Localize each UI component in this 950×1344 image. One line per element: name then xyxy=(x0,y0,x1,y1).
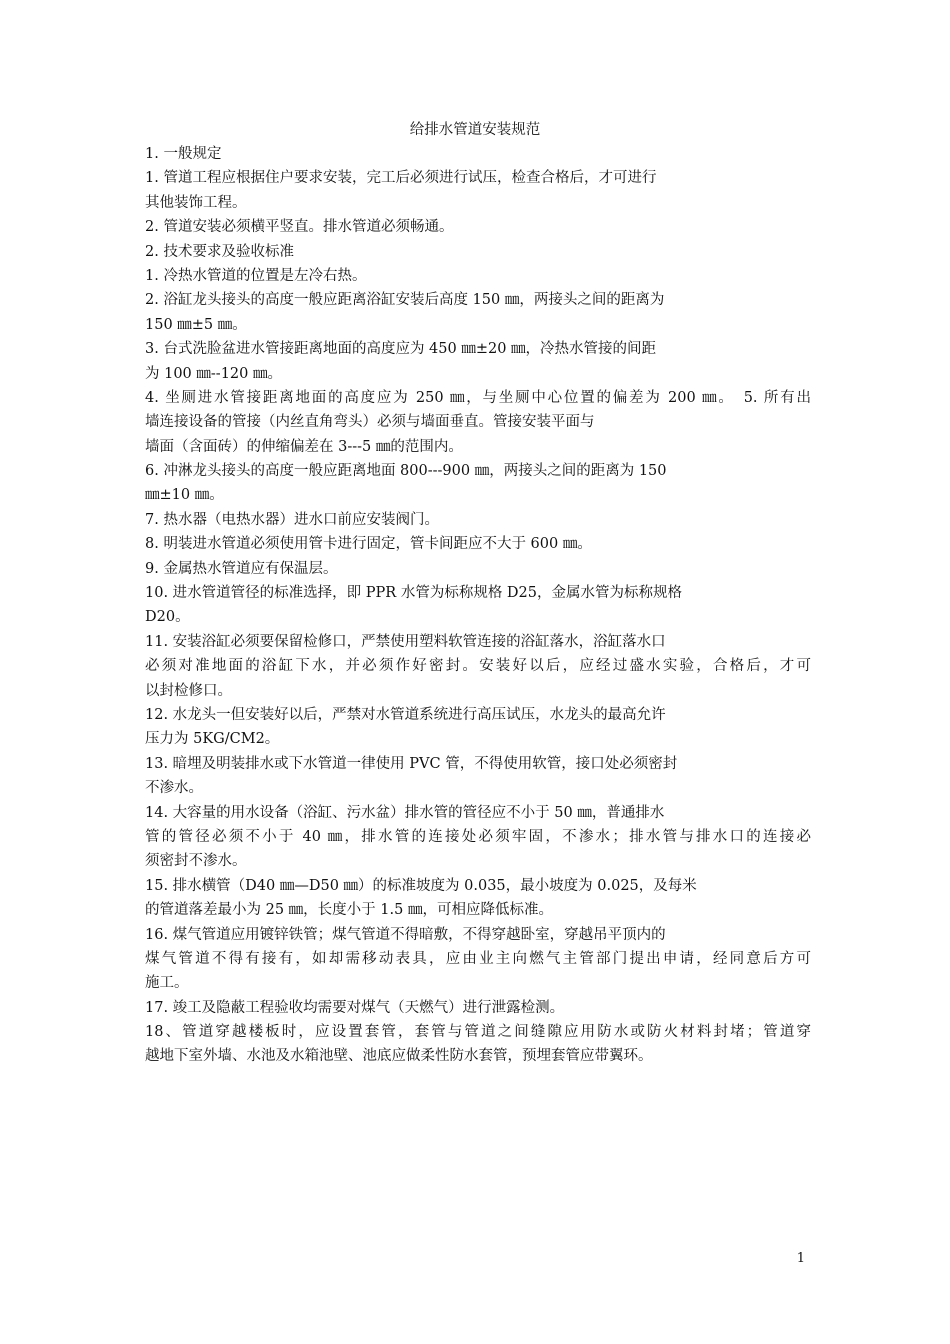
text-line: 11. 安装浴缸必须要保留检修口，严禁使用塑料软管连接的浴缸落水，浴缸落水口 xyxy=(145,633,666,650)
text-line: 煤气管道不得有接有，如却需移动表具，应由业主向燃气主管部门提出申请，经同意后方可 xyxy=(145,950,811,967)
text-line: 施工。 xyxy=(145,975,189,992)
text-line: 14. 大容量的用水设备（浴缸、污水盆）排水管的管径应不小于 50 ㎜，普通排水 xyxy=(145,804,665,821)
document-title: 给排水管道安装规范 xyxy=(409,122,541,138)
text-line: 2. 浴缸龙头接头的高度一般应距离浴缸安装后高度 150 ㎜，两接头之间的距离为 xyxy=(145,292,665,309)
text-line: 15. 排水横管（D40 ㎜—D50 ㎜）的标准坡度为 0.035，最小坡度为 0.025，及每米 xyxy=(145,877,697,894)
page-number: 1 xyxy=(796,1251,805,1266)
text-line: 7. 热水器（电热水器）进水口前应安装阀门。 xyxy=(145,511,439,528)
text-line: ㎜±10 ㎜。 xyxy=(145,487,224,504)
text-line: 须密封不渗水。 xyxy=(145,853,247,870)
text-line: 2. 技术要求及验收标准 xyxy=(145,243,294,260)
text-line: 的管道落差最小为 25 ㎜，长度小于 1.5 ㎜，可相应降低标准。 xyxy=(145,902,553,919)
text-line: 10. 进水管道管径的标准选择，即 PPR 水管为标称规格 D25，金属水管为标称规格 xyxy=(145,585,682,602)
text-line: 1. 一般规定 xyxy=(145,146,222,162)
text-line: 为 100 ㎜--120 ㎜。 xyxy=(145,365,282,382)
text-line: 管的管径必须不小于 40 ㎜，排水管的连接处必须牢固，不渗水；排水管与排水口的连接必 xyxy=(145,828,811,845)
text-line: 1. 管道工程应根据住户要求安装，完工后必须进行试压，检查合格后，才可进行 xyxy=(145,170,657,187)
text-line: 压力为 5KG/CM2。 xyxy=(145,731,280,748)
text-line: 3. 台式洗脸盆进水管接距离地面的高度应为 450 ㎜±20 ㎜，冷热水管接的间距 xyxy=(145,341,657,358)
text-line: 18、管道穿越楼板时，应设置套管，套管与管道之间缝隙应用防水或防火材料封堵；管道穿 xyxy=(145,1024,811,1041)
text-line: 4. 坐厕进水管接距离地面的高度应为 250 ㎜，与坐厕中心位置的偏差为 200 ㎜。 5. 所有出 xyxy=(145,389,811,406)
text-line: 墙连接设备的管接（内丝直角弯头）必须与墙面垂直。管接安装平面与 xyxy=(145,414,595,431)
text-line: 8. 明装进水管道必须使用管卡进行固定，管卡间距应不大于 600 ㎜。 xyxy=(145,536,592,553)
text-line: 其他装饰工程。 xyxy=(145,194,247,211)
text-line: 1. 冷热水管道的位置是左冷右热。 xyxy=(145,267,367,284)
text-line: 必须对准地面的浴缸下水，并必须作好密封。安装好以后，应经过盛水实验，合格后，才可 xyxy=(145,658,811,675)
text-line: 墙面（含面砖）的伸缩偏差在 3---5 ㎜的范围内。 xyxy=(145,438,463,455)
text-line: 越地下室外墙、水池及水箱池壁、池底应做柔性防水套管，预埋套管应带翼环。 xyxy=(145,1048,653,1065)
text-line: 16. 煤气管道应用镀锌铁管；煤气管道不得暗敷，不得穿越卧室，穿越吊平顶内的 xyxy=(145,926,666,943)
text-line: 2. 管道安装必须横平竖直。排水管道必须畅通。 xyxy=(145,219,454,236)
text-line: 6. 冲淋龙头接头的高度一般应距离地面 800---900 ㎜，两接头之间的距离为 150 xyxy=(145,463,667,480)
text-line: 不渗水。 xyxy=(145,780,203,797)
text-line: 9. 金属热水管道应有保温层。 xyxy=(145,560,338,577)
text-line: 以封检修口。 xyxy=(145,682,232,699)
document-body xyxy=(145,142,811,1069)
text-line: 12. 水龙头一但安装好以后，严禁对水管道系统进行高压试压，水龙头的最高允许 xyxy=(145,706,666,723)
text-line: 17. 竣工及隐蔽工程验收均需要对煤气（天燃气）进行泄露检测。 xyxy=(145,999,565,1016)
text-line: 150 ㎜±5 ㎜。 xyxy=(145,316,247,333)
text-line: D20。 xyxy=(145,609,190,626)
text-line: 13. 暗埋及明装排水或下水管道一律使用 PVC 管，不得使用软管，接口处必须密封 xyxy=(145,755,678,772)
